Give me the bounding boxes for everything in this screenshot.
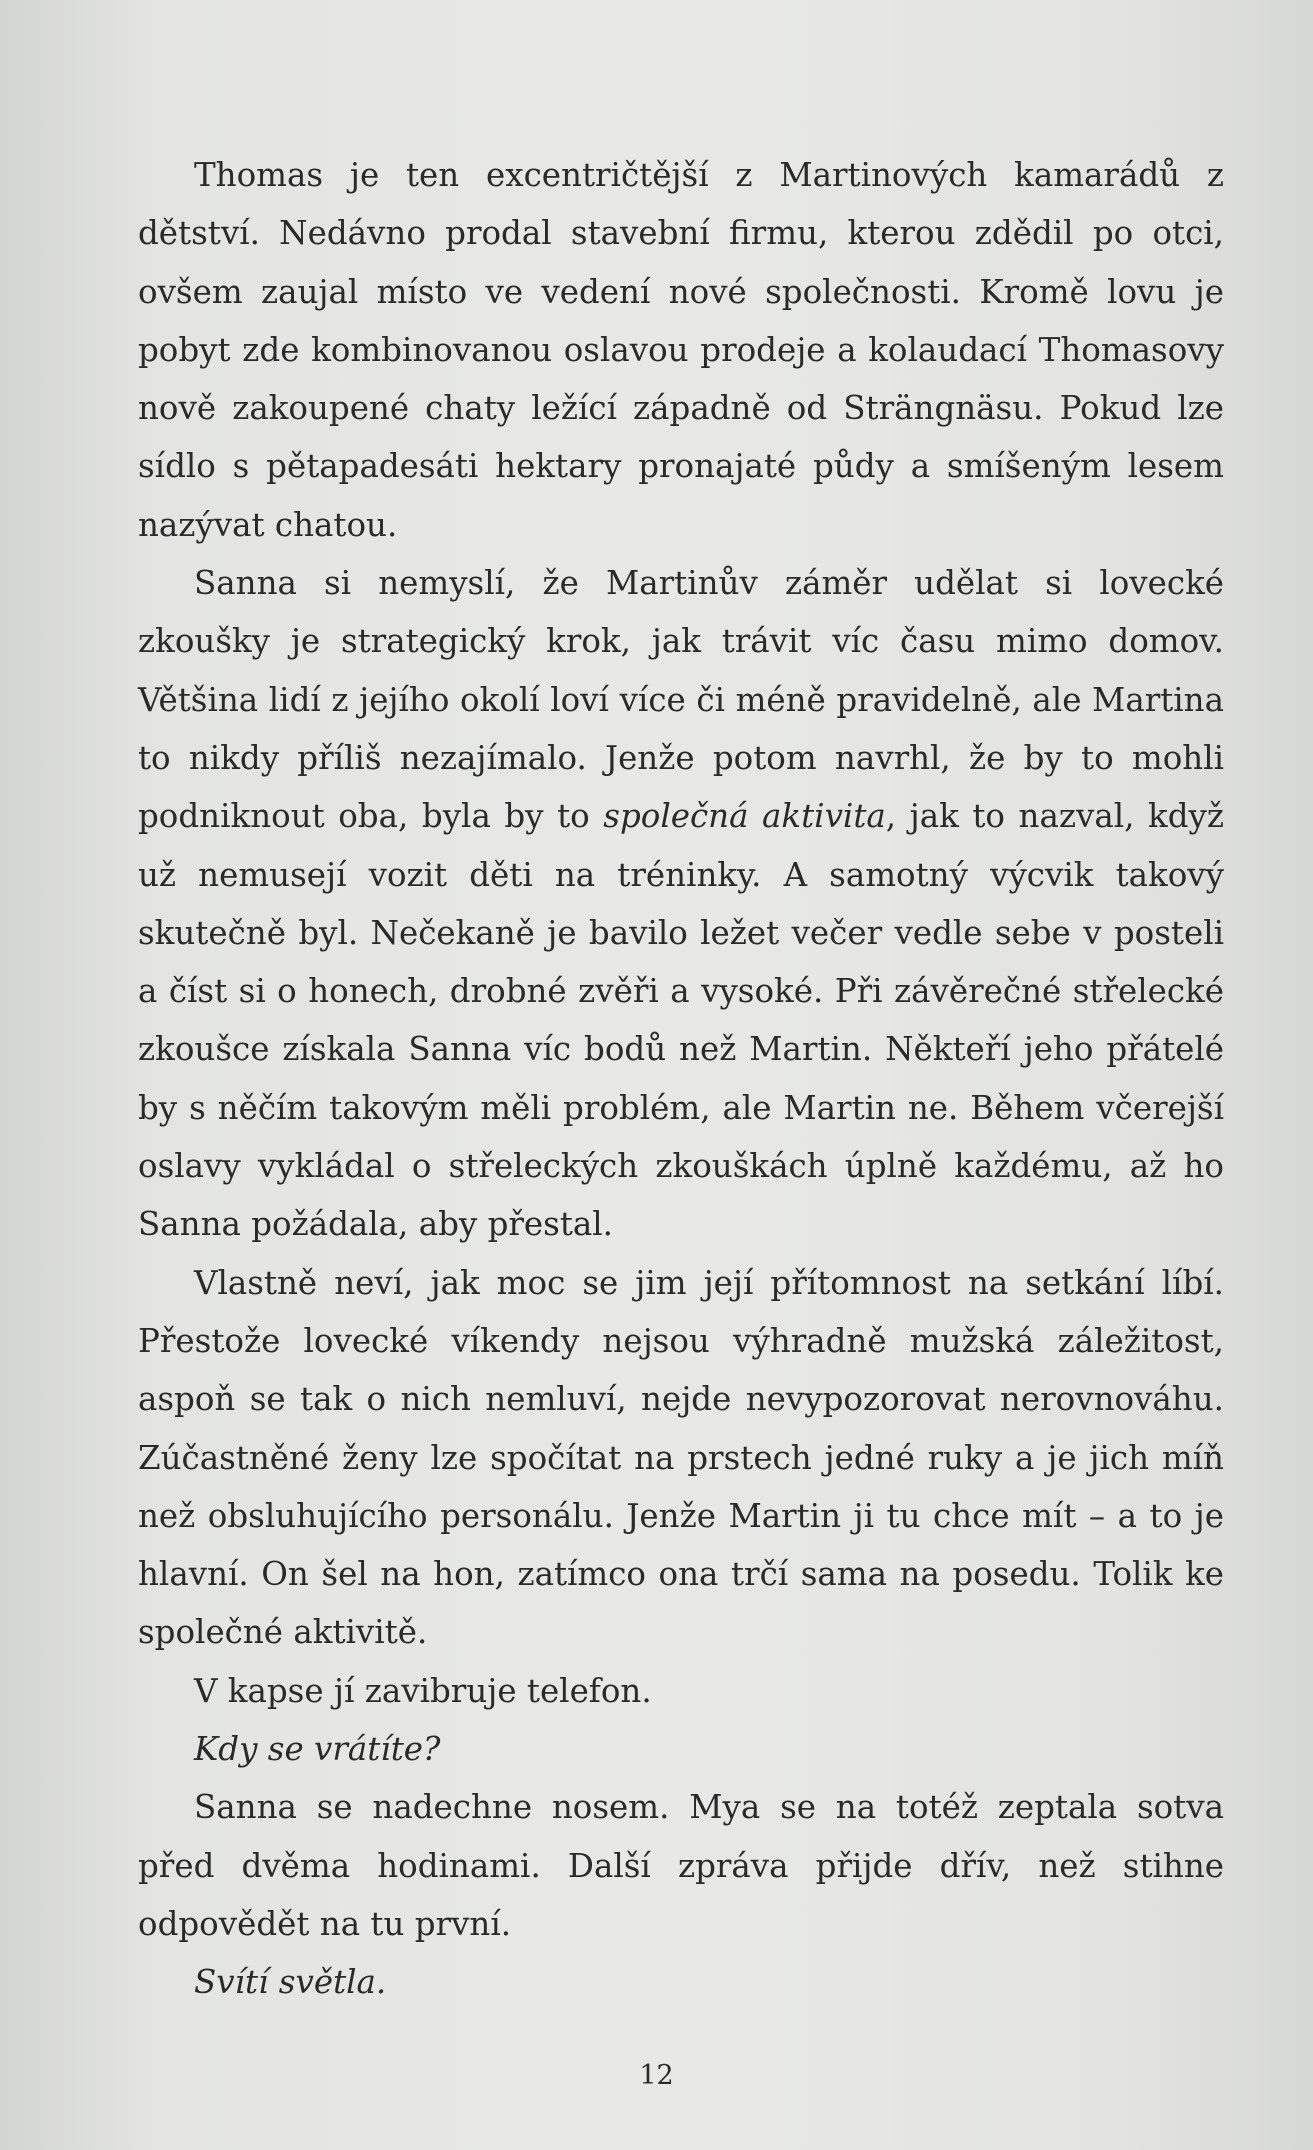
message-lights-on: Svítí světla. [194,1963,387,2002]
paragraph-thomas: Thomas je ten excentričtější z Martinových kamarádů z dětství. Nedávno prodal stavební firmu, kterou zdědil po otci, ovšem zaujal místo ve vedení nové společnosti. Kromě lovu je pobyt zde kombinovanou oslavou prodeje a kolaudací Thomasovy nově zakoupené chaty ležící západně od Strängnäsu. Pokud lze sídlo s pětapadesáti hektary pronajaté půdy a smíšeným lesem nazývat chatou. [138,156,1224,544]
paragraph-sanna-hunting-exam [138,554,1224,1254]
paragraph-text-start: Sanna si nemyslí, že Martinův záměr udělat si lovecké zkoušky je strategický krok, jak trávit víc času mimo domov. Většina lidí z jejího okolí loví více či méně pravidelně, ale Martina to nikdy příliš nezajímalo. Jenže potom navrhl, že by to mohli podniknout oba, byla by to [138,564,1224,836]
paragraph-breath: Sanna se nadechne nosem. Mya se na totéž zeptala sotva před dvěma hodinami. Další zpráva přijde dřív, než stihne odpovědět na tu první. [138,1788,1224,1943]
paragraph-imbalance: Vlastně neví, jak moc se jim její přítomnost na setkání líbí. Přestože lovecké víkendy nejsou výhradně mužská záležitost, aspoň se tak o nich nemluví, nejde nevypozorovat nerovnováhu. Zúčastněné ženy lze spočítat na prstech jedné ruky a je jich míň než obsluhujícího personálu. Jenže Martin ji tu chce mít – a to je hlavní. On šel na hon, zatímco ona trčí sama na posedu. Tolik ke společné aktivitě. [138,1263,1224,1652]
paragraph-text-end: , jak to nazval, když už nemusejí vozit děti na tréninky. A samotný výcvik takový skutečně byl. Nečekaně je bavilo ležet večer vedle sebe v posteli a číst si o honech, drobné zvěři a vysoké. Při závěrečné střelecké zkoušce získala Sanna víc bodů než Martin. Někteří jeho přátelé by s něčím takovým měli problém, ale Martin ne. Během včerejší oslavy vykládal o střeleckých zkouškách úplně každému, až ho Sanna požádala, aby přestal. [138,797,1224,1244]
italic-phrase: společná aktivita [603,797,886,836]
body-text [138,146,1224,2012]
paragraph-phone: V kapse jí zavibruje telefon. [194,1671,652,1710]
message-when-back: Kdy se vrátíte? [194,1730,441,1769]
page-number: 12 [639,2060,674,2091]
